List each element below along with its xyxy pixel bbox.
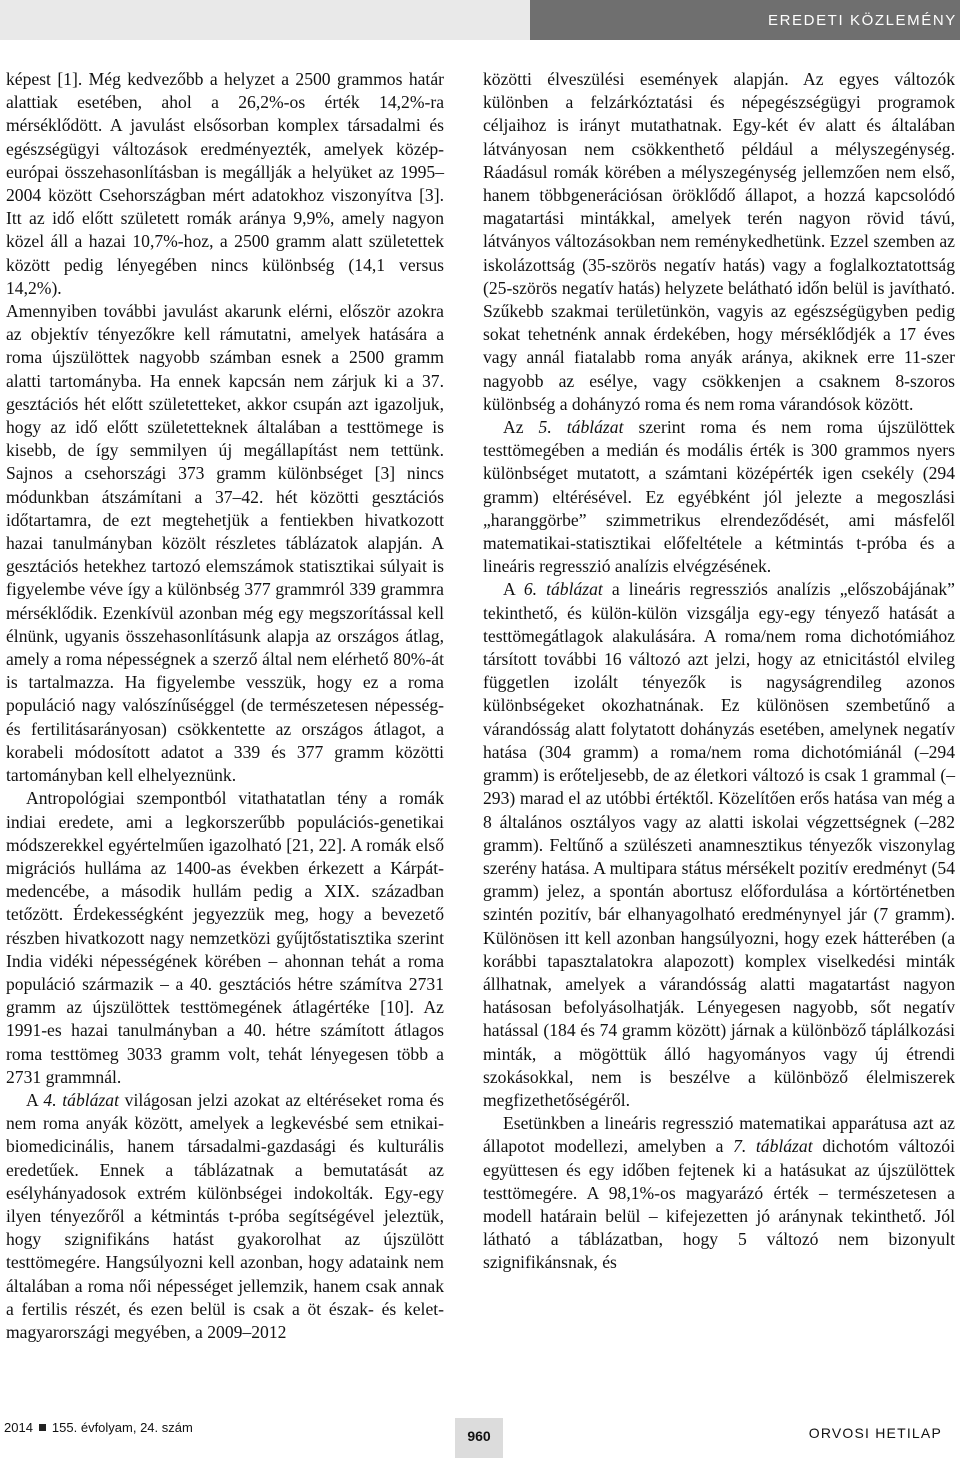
paragraph: Az 5. táblázat szerint roma és nem roma újszülöttek testtömegében a medián és modális érték is 300 grammos nyers különbséget mutatott, a számtani középérték igen csekély (294 gramm) eltérésével. Ez egyébként jól jelezte a megoszlási „haranggörbe” szimmetrikus elrendeződését, ami másfelől matematikai-statisztikai előfeltétele a kétmintás t-próba és a lineáris regresszió analízis elvégzésének.	[483, 417, 955, 577]
paragraph: Esetünkben a lineáris regresszió matematikai apparátusa azt az állapotot modellezi, amelyben a 7. táblázat dichotóm változói együttesen és egy időben fejtenek ki a hatásukat az újszülöttek testtömegére. A 98,1%-os magyarázó érték – természetesen a modell határain belül – kifejezetten jó aránynak tekinthető. Jól látható a táblázatban, hogy 5 változó nem bizonyult szignifikánsnak, és	[483, 1113, 955, 1273]
table-reference: 5. táblázat	[538, 417, 624, 438]
section-label: EREDETI KÖZLEMÉNY	[530, 0, 960, 40]
issue-info	[4, 1412, 193, 1442]
footer-year: 2014	[4, 1419, 33, 1435]
paragraph: Antropológiai szempontból vitathatatlan tény a romák indiai eredete, ami a legkorszerűbb populációs-genetikai módszerekkel egyértelműen igazolható [21, 22]. A romák első migrációs hulláma az 1400-as években érkezett a Kárpát-medencébe, a második hullám pedig a XIX. században tetőzött. Érdekességként jegyezzük meg, hogy a bevezető részben hivatkozott nagy nemzetközi gyűjtőstatisztika szerint India vidéki népességének körében – ahonnan tehát a roma populáció származik – a 40. gesztációs hétre számítva 2731 gramm az újszülöttek testtömegének átlagértéke [10]. Az 1991-es hazai tanulmányban a 40. hétre számított átlagos roma testtömeg 3033 gramm volt, tehát lényegesen több a 2731 grammnál.	[6, 788, 444, 1087]
table-reference: 7. táblázat	[733, 1136, 813, 1157]
page-footer	[0, 1404, 960, 1464]
page-number: 960	[455, 1418, 503, 1458]
paragraph: közötti élveszülési események alapján. Az egyes változók különben a felzárkóztatási és népegészségügyi programok céljaihoz is irányt mutathatnak. Egy-két év alatt és általában látványosan nem csökkenthető például a mélyszegénység. Ráadásul romák körében a mélyszegénység jellemzően nem első, hanem többgenerációsan öröklődő állapot, a hozzá kapcsolódó magatartási mintákkal, amelyek terén nagyon rövid távú, látványos változásokban nem reménykedhetünk. Ezzel szemben az iskolázottság (35-szörös negatív hatás) vagy a foglalkoztatottság (25-szörös negatív hatás) helyzete belátható időn belül is javítható. Szűkebb szakmai területünkön, vagyis az egészségügyben pedig sokat tehetnénk annak érdekében, hogy mérséklődjék a 17 éves vagy annál fiatalabb roma anyák aránya, akiknek erre 11-szer nagyobb az esélye, vagy csökkenjen a csaknem 8-szoros különbség a dohányzó roma és nem roma várandósok között.	[483, 69, 955, 414]
table-reference: 6. táblázat	[523, 579, 603, 600]
square-bullet-icon	[39, 1424, 46, 1431]
left-column	[6, 68, 444, 1344]
journal-name: ORVOSI HETILAP	[808, 1425, 942, 1441]
paragraph: A 4. táblázat világosan jelzi azokat az eltéréseket roma és nem roma anyák között, amelyek a legkevésbé sem etnikai-biomedicinális, hanem társadalmi-gazdasági és kulturális eredetűek. Ennek a táblázatnak a bemutatását az esélyhányadosok extrém különbségei indokolták. Egy-egy ilyen tényezőről a kétmintás t-próba segítségével jeleztük, hogy szignifikáns hatást gyakorolhat az újszülött testtömegére. Hangsúlyozni kell azonban, hogy adataink nem általában a roma női népességet jellemzik, hanem csak annak a fertilis részét, és ezen belül is csak a öt észak- és kelet-magyarországi megyében, a 2009–2012	[6, 1089, 444, 1342]
footer-volume: 155. évfolyam, 24. szám	[51, 1419, 193, 1435]
paragraph: Amennyiben további javulást akarunk elérni, először azokra az objektív tényezőkre kell rámutatni, amelyek hatására a roma újszülöttek nagyobb számban esnek a 2500 gramm alatti tartományba. Ha ennek kapcsán nem zárjuk ki a 37. gesztációs hét előtt születetteket, akkor csupán azt igazoljuk, hogy az idő előtt születetteknek általában a testtömege is kisebb, de így semmilyen új megállapítást nem tettünk. Sajnos a csehországi 373 gramm különbséget [3] nincs módunkban átszámítani a 37–42. hét közötti gesztációs időtartamra, de ezt megtehetjük a fentiekben hivatkozott hazai tanulmányban közölt részletes táblázatok alapján. A gesztációs hetekhez tartozó elemszámok statisztikai súlyait is figyelembe véve így a különbség 377 grammról 339 grammra mérséklődik. Ezenkívül azonban még egy megszorítással kell élnünk, ugyanis összehasonlításunk alapja az országos átlag, amely a roma népességnek a szerző által nem elérhető 80%-át is tartalmazza. Ha figyelembe vesszük, hogy ez a roma populáció nagy valószínűséggel (de természetesen népesség- és fertilitásarányosan) csökkentette az országos átlagot, a korabeli módosított adatot a 339 és 377 gramm közötti tartományban kell elhelyeznünk.	[6, 301, 444, 786]
paragraph: A 6. táblázat a lineáris regressziós analízis „előszobájának” tekinthető, és külön-külön vizsgálja egy-egy tényező hatását a testtömegátlagok alakulására. A roma/nem roma dichotómiához társított további 16 változó azt jelzi, hogy az etnicitástól elvileg független izolált tényezők is nagyságrendileg azonos különbségeket okozhatnának. Ez különösen szembetűnő a várandósság alatt folytatott dohányzás esetében, amelynek negatív hatása (304 gramm) a roma/nem roma dichotómiánál (–294 gramm) is erőteljesebb, de az életkori változó is csak 1 grammal (–293) marad el az utóbbi értéktől. Közelítően erős hatása van még a 8 általános osztályos vagy az alatti iskolai végzettségnek (–282 gramm). Feltűnő a szülészeti anamnesztikus tényezők viszonylag szerény hatása. A multipara státus mérsékelt pozitív eredményt (54 gramm) jelez, a spontán abortusz előfordulása a kórtörténetben szintén pozitív, bár elhanyagolható eredménynyel jár (7 gramm). Különösen itt kell azonban hangsúlyozni, hogy ezek hátterében (a korábbi tapasztalatokra alapozott) komplex viselkedési minták állhatnak, amelyek a várandósság alatti magatartást nagyon hatásosan befolyásolhatják. Lényegesen nagyobb, sőt negatív hatással (184 és 74 gramm között) járnak a különböző táplálkozási minták, a mögöttük álló hagyományos vagy új étrendi szokásokkal, nem is beszélve a különböző élelmiszerek megfizethetőségéről.	[483, 579, 955, 1110]
right-column	[483, 68, 955, 1275]
paragraph: képest [1]. Még kedvezőbb a helyzet a 2500 grammos határ alattiak esetében, ahol a 26,2%-os érték 14,2%-ra mérséklődött. A javulást elsősorban komplex társadalmi és egészségügyi változások eredményezték, amelyek közép-európai összehasonlításban is megállják a helyüket az 1995–2004 között Csehországban mért adatokhoz viszonyítva [3]. Itt az idő előtt született romák aránya 9,9%, amely nagyon közel áll a hazai 10,7%-hoz, a 2500 gramm alatt születettek között pedig lényegében nincs különbség (14,1 versus 14,2%).	[6, 69, 444, 298]
table-reference: 4. táblázat	[43, 1089, 119, 1110]
